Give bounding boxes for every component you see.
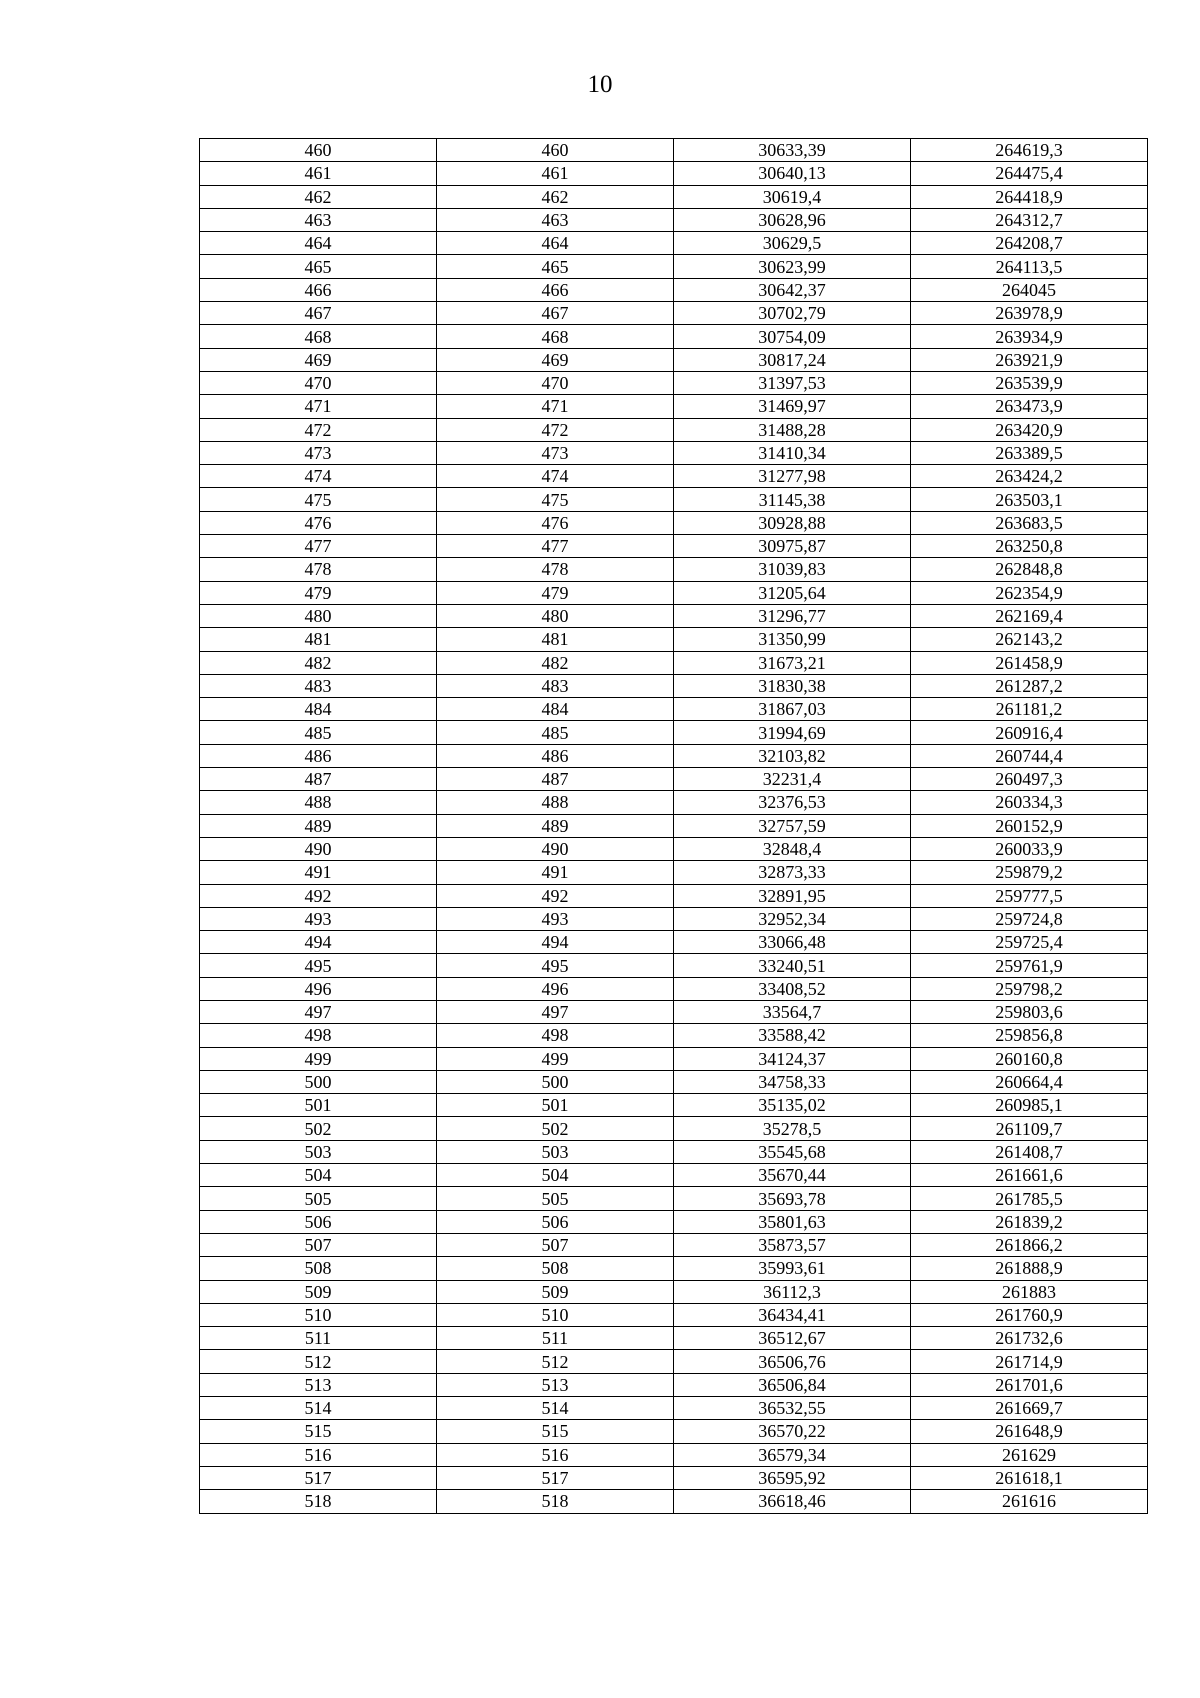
point-number-cell: 485 bbox=[200, 721, 437, 744]
x-coordinate-cell: 36512,67 bbox=[674, 1327, 911, 1350]
point-number-cell: 504 bbox=[200, 1164, 437, 1187]
x-coordinate-cell: 30619,4 bbox=[674, 185, 911, 208]
point-id-cell: 472 bbox=[437, 418, 674, 441]
point-id-cell: 478 bbox=[437, 558, 674, 581]
point-number-cell: 476 bbox=[200, 511, 437, 534]
point-number-cell: 463 bbox=[200, 208, 437, 231]
point-id-cell: 513 bbox=[437, 1373, 674, 1396]
point-id-cell: 491 bbox=[437, 861, 674, 884]
x-coordinate-cell: 35801,63 bbox=[674, 1210, 911, 1233]
point-id-cell: 508 bbox=[437, 1257, 674, 1280]
x-coordinate-cell: 31350,99 bbox=[674, 628, 911, 651]
point-number-cell: 474 bbox=[200, 465, 437, 488]
y-coordinate-cell: 263420,9 bbox=[911, 418, 1148, 441]
point-id-cell: 516 bbox=[437, 1443, 674, 1466]
point-id-cell: 481 bbox=[437, 628, 674, 651]
x-coordinate-cell: 32891,95 bbox=[674, 884, 911, 907]
x-coordinate-cell: 32952,34 bbox=[674, 907, 911, 930]
y-coordinate-cell: 260497,3 bbox=[911, 768, 1148, 791]
point-id-cell: 514 bbox=[437, 1397, 674, 1420]
point-id-cell: 488 bbox=[437, 791, 674, 814]
point-id-cell: 482 bbox=[437, 651, 674, 674]
x-coordinate-cell: 31830,38 bbox=[674, 674, 911, 697]
y-coordinate-cell: 261888,9 bbox=[911, 1257, 1148, 1280]
x-coordinate-cell: 36618,46 bbox=[674, 1490, 911, 1513]
table-row bbox=[200, 1024, 1148, 1047]
table-row bbox=[200, 814, 1148, 837]
point-number-cell: 470 bbox=[200, 371, 437, 394]
point-number-cell: 491 bbox=[200, 861, 437, 884]
y-coordinate-cell: 261883 bbox=[911, 1280, 1148, 1303]
point-id-cell: 498 bbox=[437, 1024, 674, 1047]
y-coordinate-cell: 261661,6 bbox=[911, 1164, 1148, 1187]
y-coordinate-cell: 263921,9 bbox=[911, 348, 1148, 371]
x-coordinate-cell: 31145,38 bbox=[674, 488, 911, 511]
table-row bbox=[200, 208, 1148, 231]
x-coordinate-cell: 31205,64 bbox=[674, 581, 911, 604]
table-row bbox=[200, 1117, 1148, 1140]
x-coordinate-cell: 33408,52 bbox=[674, 977, 911, 1000]
point-id-cell: 505 bbox=[437, 1187, 674, 1210]
point-number-cell: 506 bbox=[200, 1210, 437, 1233]
x-coordinate-cell: 31488,28 bbox=[674, 418, 911, 441]
x-coordinate-cell: 30642,37 bbox=[674, 278, 911, 301]
coordinates-table-body bbox=[200, 139, 1148, 1514]
point-number-cell: 505 bbox=[200, 1187, 437, 1210]
point-number-cell: 518 bbox=[200, 1490, 437, 1513]
y-coordinate-cell: 260334,3 bbox=[911, 791, 1148, 814]
table-row bbox=[200, 1000, 1148, 1023]
x-coordinate-cell: 35278,5 bbox=[674, 1117, 911, 1140]
point-id-cell: 497 bbox=[437, 1000, 674, 1023]
y-coordinate-cell: 263503,1 bbox=[911, 488, 1148, 511]
x-coordinate-cell: 35135,02 bbox=[674, 1094, 911, 1117]
point-id-cell: 484 bbox=[437, 698, 674, 721]
table-row bbox=[200, 721, 1148, 744]
point-number-cell: 481 bbox=[200, 628, 437, 651]
y-coordinate-cell: 260033,9 bbox=[911, 837, 1148, 860]
table-row bbox=[200, 581, 1148, 604]
point-number-cell: 489 bbox=[200, 814, 437, 837]
point-id-cell: 501 bbox=[437, 1094, 674, 1117]
y-coordinate-cell: 263389,5 bbox=[911, 441, 1148, 464]
point-number-cell: 482 bbox=[200, 651, 437, 674]
x-coordinate-cell: 31039,83 bbox=[674, 558, 911, 581]
point-id-cell: 494 bbox=[437, 931, 674, 954]
x-coordinate-cell: 30623,99 bbox=[674, 255, 911, 278]
table-row bbox=[200, 371, 1148, 394]
point-number-cell: 497 bbox=[200, 1000, 437, 1023]
table-row bbox=[200, 255, 1148, 278]
y-coordinate-cell: 261408,7 bbox=[911, 1140, 1148, 1163]
x-coordinate-cell: 32873,33 bbox=[674, 861, 911, 884]
x-coordinate-cell: 30975,87 bbox=[674, 535, 911, 558]
y-coordinate-cell: 261839,2 bbox=[911, 1210, 1148, 1233]
x-coordinate-cell: 31673,21 bbox=[674, 651, 911, 674]
y-coordinate-cell: 261866,2 bbox=[911, 1233, 1148, 1256]
point-number-cell: 478 bbox=[200, 558, 437, 581]
table-row bbox=[200, 1047, 1148, 1070]
table-row bbox=[200, 1094, 1148, 1117]
point-number-cell: 473 bbox=[200, 441, 437, 464]
point-id-cell: 510 bbox=[437, 1303, 674, 1326]
point-number-cell: 475 bbox=[200, 488, 437, 511]
x-coordinate-cell: 31410,34 bbox=[674, 441, 911, 464]
y-coordinate-cell: 263250,8 bbox=[911, 535, 1148, 558]
y-coordinate-cell: 261109,7 bbox=[911, 1117, 1148, 1140]
point-number-cell: 509 bbox=[200, 1280, 437, 1303]
point-number-cell: 471 bbox=[200, 395, 437, 418]
point-number-cell: 501 bbox=[200, 1094, 437, 1117]
x-coordinate-cell: 31469,97 bbox=[674, 395, 911, 418]
x-coordinate-cell: 36506,76 bbox=[674, 1350, 911, 1373]
x-coordinate-cell: 30928,88 bbox=[674, 511, 911, 534]
point-id-cell: 461 bbox=[437, 162, 674, 185]
point-number-cell: 488 bbox=[200, 791, 437, 814]
point-id-cell: 489 bbox=[437, 814, 674, 837]
point-id-cell: 496 bbox=[437, 977, 674, 1000]
point-id-cell: 466 bbox=[437, 278, 674, 301]
y-coordinate-cell: 261287,2 bbox=[911, 674, 1148, 697]
point-number-cell: 465 bbox=[200, 255, 437, 278]
y-coordinate-cell: 261648,9 bbox=[911, 1420, 1148, 1443]
point-number-cell: 477 bbox=[200, 535, 437, 558]
x-coordinate-cell: 33066,48 bbox=[674, 931, 911, 954]
x-coordinate-cell: 36595,92 bbox=[674, 1466, 911, 1489]
point-number-cell: 467 bbox=[200, 302, 437, 325]
point-number-cell: 512 bbox=[200, 1350, 437, 1373]
point-id-cell: 485 bbox=[437, 721, 674, 744]
table-row bbox=[200, 535, 1148, 558]
y-coordinate-cell: 261181,2 bbox=[911, 698, 1148, 721]
y-coordinate-cell: 261714,9 bbox=[911, 1350, 1148, 1373]
x-coordinate-cell: 32376,53 bbox=[674, 791, 911, 814]
x-coordinate-cell: 35670,44 bbox=[674, 1164, 911, 1187]
y-coordinate-cell: 261701,6 bbox=[911, 1373, 1148, 1396]
table-row bbox=[200, 325, 1148, 348]
x-coordinate-cell: 36506,84 bbox=[674, 1373, 911, 1396]
table-row bbox=[200, 302, 1148, 325]
table-row bbox=[200, 1466, 1148, 1489]
point-number-cell: 517 bbox=[200, 1466, 437, 1489]
y-coordinate-cell: 261669,7 bbox=[911, 1397, 1148, 1420]
y-coordinate-cell: 262354,9 bbox=[911, 581, 1148, 604]
table-row bbox=[200, 1490, 1148, 1513]
point-number-cell: 480 bbox=[200, 604, 437, 627]
point-number-cell: 499 bbox=[200, 1047, 437, 1070]
point-id-cell: 504 bbox=[437, 1164, 674, 1187]
table-row bbox=[200, 1257, 1148, 1280]
table-row bbox=[200, 1140, 1148, 1163]
point-number-cell: 515 bbox=[200, 1420, 437, 1443]
point-id-cell: 487 bbox=[437, 768, 674, 791]
table-row bbox=[200, 954, 1148, 977]
y-coordinate-cell: 260664,4 bbox=[911, 1070, 1148, 1093]
table-row bbox=[200, 1397, 1148, 1420]
point-number-cell: 494 bbox=[200, 931, 437, 954]
point-id-cell: 474 bbox=[437, 465, 674, 488]
y-coordinate-cell: 264113,5 bbox=[911, 255, 1148, 278]
x-coordinate-cell: 36112,3 bbox=[674, 1280, 911, 1303]
table-row bbox=[200, 768, 1148, 791]
x-coordinate-cell: 32231,4 bbox=[674, 768, 911, 791]
point-id-cell: 470 bbox=[437, 371, 674, 394]
table-row bbox=[200, 698, 1148, 721]
x-coordinate-cell: 30754,09 bbox=[674, 325, 911, 348]
point-id-cell: 503 bbox=[437, 1140, 674, 1163]
table-row bbox=[200, 907, 1148, 930]
table-row bbox=[200, 1420, 1148, 1443]
table-row bbox=[200, 1187, 1148, 1210]
table-row bbox=[200, 791, 1148, 814]
table-row bbox=[200, 418, 1148, 441]
point-id-cell: 509 bbox=[437, 1280, 674, 1303]
point-number-cell: 469 bbox=[200, 348, 437, 371]
y-coordinate-cell: 262143,2 bbox=[911, 628, 1148, 651]
y-coordinate-cell: 262848,8 bbox=[911, 558, 1148, 581]
x-coordinate-cell: 34758,33 bbox=[674, 1070, 911, 1093]
x-coordinate-cell: 35693,78 bbox=[674, 1187, 911, 1210]
point-number-cell: 490 bbox=[200, 837, 437, 860]
y-coordinate-cell: 263934,9 bbox=[911, 325, 1148, 348]
table-row bbox=[200, 1164, 1148, 1187]
coordinates-table bbox=[199, 138, 1148, 1514]
table-row bbox=[200, 674, 1148, 697]
x-coordinate-cell: 35873,57 bbox=[674, 1233, 911, 1256]
table-row bbox=[200, 139, 1148, 162]
point-id-cell: 493 bbox=[437, 907, 674, 930]
y-coordinate-cell: 264045 bbox=[911, 278, 1148, 301]
table-row bbox=[200, 1327, 1148, 1350]
y-coordinate-cell: 264208,7 bbox=[911, 232, 1148, 255]
x-coordinate-cell: 36570,22 bbox=[674, 1420, 911, 1443]
x-coordinate-cell: 33240,51 bbox=[674, 954, 911, 977]
table-row bbox=[200, 931, 1148, 954]
y-coordinate-cell: 260744,4 bbox=[911, 744, 1148, 767]
x-coordinate-cell: 31867,03 bbox=[674, 698, 911, 721]
table-row bbox=[200, 628, 1148, 651]
table-row bbox=[200, 488, 1148, 511]
y-coordinate-cell: 261616 bbox=[911, 1490, 1148, 1513]
y-coordinate-cell: 260985,1 bbox=[911, 1094, 1148, 1117]
table-row bbox=[200, 511, 1148, 534]
x-coordinate-cell: 31397,53 bbox=[674, 371, 911, 394]
point-number-cell: 507 bbox=[200, 1233, 437, 1256]
y-coordinate-cell: 263424,2 bbox=[911, 465, 1148, 488]
y-coordinate-cell: 259761,9 bbox=[911, 954, 1148, 977]
table-row bbox=[200, 1233, 1148, 1256]
point-number-cell: 487 bbox=[200, 768, 437, 791]
y-coordinate-cell: 263978,9 bbox=[911, 302, 1148, 325]
x-coordinate-cell: 31296,77 bbox=[674, 604, 911, 627]
x-coordinate-cell: 35545,68 bbox=[674, 1140, 911, 1163]
point-id-cell: 476 bbox=[437, 511, 674, 534]
y-coordinate-cell: 263683,5 bbox=[911, 511, 1148, 534]
x-coordinate-cell: 30702,79 bbox=[674, 302, 911, 325]
y-coordinate-cell: 264312,7 bbox=[911, 208, 1148, 231]
x-coordinate-cell: 32757,59 bbox=[674, 814, 911, 837]
table-row bbox=[200, 348, 1148, 371]
x-coordinate-cell: 30640,13 bbox=[674, 162, 911, 185]
table-row bbox=[200, 1070, 1148, 1093]
point-id-cell: 495 bbox=[437, 954, 674, 977]
point-id-cell: 473 bbox=[437, 441, 674, 464]
x-coordinate-cell: 35993,61 bbox=[674, 1257, 911, 1280]
point-number-cell: 466 bbox=[200, 278, 437, 301]
table-row bbox=[200, 651, 1148, 674]
point-id-cell: 518 bbox=[437, 1490, 674, 1513]
table-row bbox=[200, 1350, 1148, 1373]
point-number-cell: 462 bbox=[200, 185, 437, 208]
point-number-cell: 500 bbox=[200, 1070, 437, 1093]
x-coordinate-cell: 31277,98 bbox=[674, 465, 911, 488]
y-coordinate-cell: 263473,9 bbox=[911, 395, 1148, 418]
point-number-cell: 495 bbox=[200, 954, 437, 977]
point-number-cell: 503 bbox=[200, 1140, 437, 1163]
table-row bbox=[200, 558, 1148, 581]
point-id-cell: 511 bbox=[437, 1327, 674, 1350]
y-coordinate-cell: 260160,8 bbox=[911, 1047, 1148, 1070]
y-coordinate-cell: 259856,8 bbox=[911, 1024, 1148, 1047]
y-coordinate-cell: 259725,4 bbox=[911, 931, 1148, 954]
point-number-cell: 479 bbox=[200, 581, 437, 604]
point-id-cell: 500 bbox=[437, 1070, 674, 1093]
x-coordinate-cell: 36434,41 bbox=[674, 1303, 911, 1326]
table-row bbox=[200, 1210, 1148, 1233]
y-coordinate-cell: 260916,4 bbox=[911, 721, 1148, 744]
point-id-cell: 477 bbox=[437, 535, 674, 558]
point-number-cell: 508 bbox=[200, 1257, 437, 1280]
point-number-cell: 514 bbox=[200, 1397, 437, 1420]
point-number-cell: 502 bbox=[200, 1117, 437, 1140]
y-coordinate-cell: 264619,3 bbox=[911, 139, 1148, 162]
point-id-cell: 462 bbox=[437, 185, 674, 208]
point-number-cell: 483 bbox=[200, 674, 437, 697]
point-number-cell: 496 bbox=[200, 977, 437, 1000]
point-id-cell: 507 bbox=[437, 1233, 674, 1256]
y-coordinate-cell: 261629 bbox=[911, 1443, 1148, 1466]
point-id-cell: 479 bbox=[437, 581, 674, 604]
table-row bbox=[200, 441, 1148, 464]
x-coordinate-cell: 32848,4 bbox=[674, 837, 911, 860]
y-coordinate-cell: 259879,2 bbox=[911, 861, 1148, 884]
x-coordinate-cell: 30628,96 bbox=[674, 208, 911, 231]
table-row bbox=[200, 185, 1148, 208]
point-id-cell: 515 bbox=[437, 1420, 674, 1443]
point-number-cell: 513 bbox=[200, 1373, 437, 1396]
x-coordinate-cell: 32103,82 bbox=[674, 744, 911, 767]
y-coordinate-cell: 261618,1 bbox=[911, 1466, 1148, 1489]
point-number-cell: 484 bbox=[200, 698, 437, 721]
point-id-cell: 460 bbox=[437, 139, 674, 162]
y-coordinate-cell: 264418,9 bbox=[911, 185, 1148, 208]
table-row bbox=[200, 278, 1148, 301]
table-row bbox=[200, 232, 1148, 255]
x-coordinate-cell: 36532,55 bbox=[674, 1397, 911, 1420]
table-row bbox=[200, 162, 1148, 185]
point-id-cell: 486 bbox=[437, 744, 674, 767]
point-number-cell: 486 bbox=[200, 744, 437, 767]
point-id-cell: 517 bbox=[437, 1466, 674, 1489]
table-row bbox=[200, 884, 1148, 907]
point-id-cell: 499 bbox=[437, 1047, 674, 1070]
x-coordinate-cell: 33564,7 bbox=[674, 1000, 911, 1023]
point-id-cell: 502 bbox=[437, 1117, 674, 1140]
point-number-cell: 511 bbox=[200, 1327, 437, 1350]
point-id-cell: 492 bbox=[437, 884, 674, 907]
point-id-cell: 512 bbox=[437, 1350, 674, 1373]
point-id-cell: 464 bbox=[437, 232, 674, 255]
y-coordinate-cell: 261785,5 bbox=[911, 1187, 1148, 1210]
point-number-cell: 464 bbox=[200, 232, 437, 255]
y-coordinate-cell: 259798,2 bbox=[911, 977, 1148, 1000]
point-id-cell: 475 bbox=[437, 488, 674, 511]
point-id-cell: 467 bbox=[437, 302, 674, 325]
table-row bbox=[200, 977, 1148, 1000]
point-id-cell: 480 bbox=[437, 604, 674, 627]
x-coordinate-cell: 36579,34 bbox=[674, 1443, 911, 1466]
point-id-cell: 483 bbox=[437, 674, 674, 697]
point-number-cell: 493 bbox=[200, 907, 437, 930]
table-row bbox=[200, 395, 1148, 418]
point-number-cell: 492 bbox=[200, 884, 437, 907]
x-coordinate-cell: 33588,42 bbox=[674, 1024, 911, 1047]
y-coordinate-cell: 259777,5 bbox=[911, 884, 1148, 907]
x-coordinate-cell: 30633,39 bbox=[674, 139, 911, 162]
table-row bbox=[200, 604, 1148, 627]
point-id-cell: 463 bbox=[437, 208, 674, 231]
y-coordinate-cell: 261458,9 bbox=[911, 651, 1148, 674]
point-number-cell: 460 bbox=[200, 139, 437, 162]
point-number-cell: 461 bbox=[200, 162, 437, 185]
y-coordinate-cell: 264475,4 bbox=[911, 162, 1148, 185]
point-id-cell: 469 bbox=[437, 348, 674, 371]
table-row bbox=[200, 1280, 1148, 1303]
table-row bbox=[200, 465, 1148, 488]
table-row bbox=[200, 744, 1148, 767]
point-id-cell: 465 bbox=[437, 255, 674, 278]
table-row bbox=[200, 1373, 1148, 1396]
x-coordinate-cell: 30817,24 bbox=[674, 348, 911, 371]
y-coordinate-cell: 263539,9 bbox=[911, 371, 1148, 394]
table-row bbox=[200, 837, 1148, 860]
point-number-cell: 472 bbox=[200, 418, 437, 441]
point-number-cell: 510 bbox=[200, 1303, 437, 1326]
x-coordinate-cell: 34124,37 bbox=[674, 1047, 911, 1070]
y-coordinate-cell: 259803,6 bbox=[911, 1000, 1148, 1023]
y-coordinate-cell: 261760,9 bbox=[911, 1303, 1148, 1326]
x-coordinate-cell: 31994,69 bbox=[674, 721, 911, 744]
table-row bbox=[200, 1303, 1148, 1326]
y-coordinate-cell: 260152,9 bbox=[911, 814, 1148, 837]
point-number-cell: 516 bbox=[200, 1443, 437, 1466]
page-number: 10 bbox=[587, 71, 613, 98]
point-number-cell: 498 bbox=[200, 1024, 437, 1047]
table-row bbox=[200, 861, 1148, 884]
table-row bbox=[200, 1443, 1148, 1466]
point-id-cell: 490 bbox=[437, 837, 674, 860]
point-id-cell: 506 bbox=[437, 1210, 674, 1233]
y-coordinate-cell: 261732,6 bbox=[911, 1327, 1148, 1350]
point-number-cell: 468 bbox=[200, 325, 437, 348]
y-coordinate-cell: 262169,4 bbox=[911, 604, 1148, 627]
point-id-cell: 468 bbox=[437, 325, 674, 348]
x-coordinate-cell: 30629,5 bbox=[674, 232, 911, 255]
point-id-cell: 471 bbox=[437, 395, 674, 418]
y-coordinate-cell: 259724,8 bbox=[911, 907, 1148, 930]
